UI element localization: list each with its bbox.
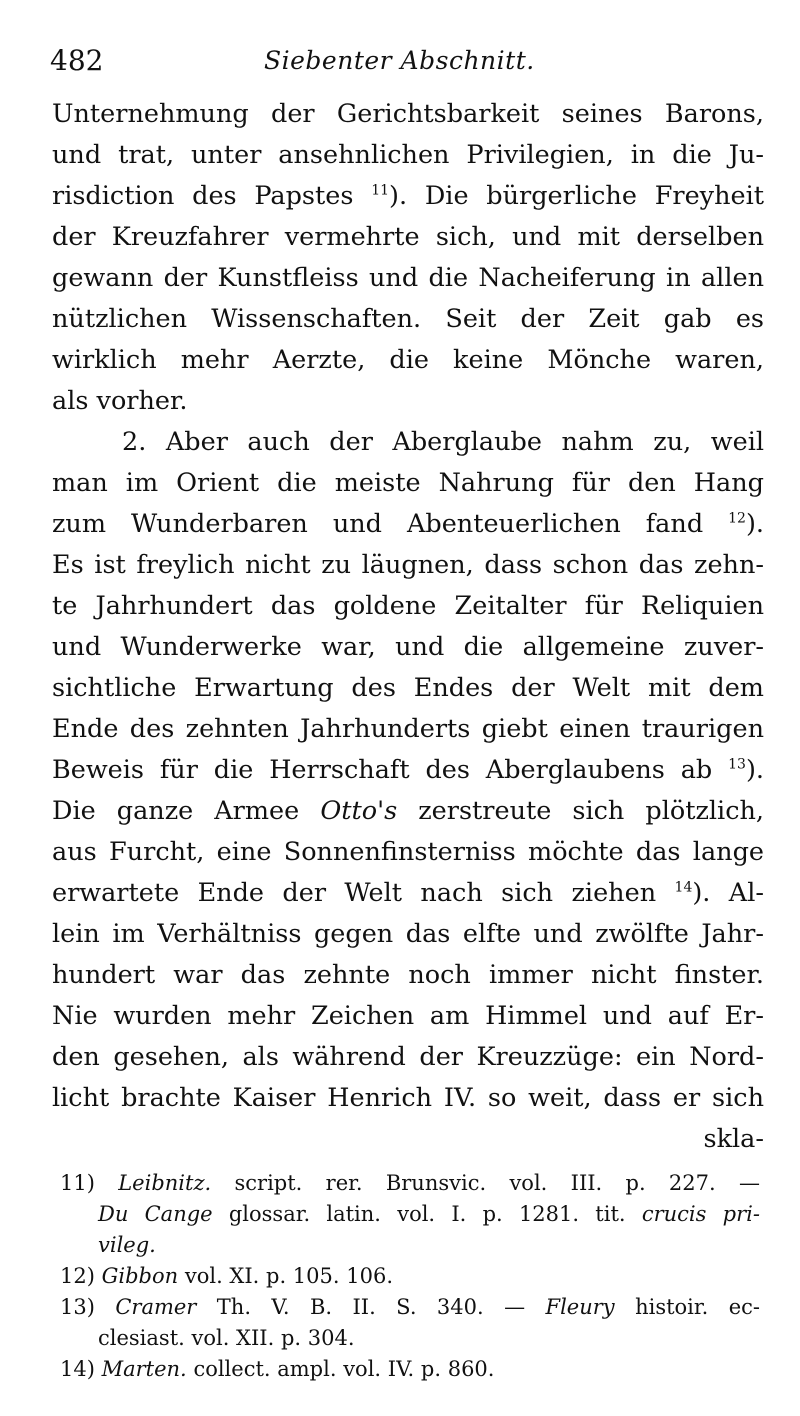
footnote-author: Gibbon [101, 1264, 179, 1288]
footnote-text: clesiast. vol. XII. p. 304. [98, 1326, 355, 1350]
footnote-12 [60, 1261, 760, 1292]
text-line: der Kreuzfahrer vermehrte sich, und mit derselben [52, 222, 764, 252]
text-line: Nie wurden mehr Zeichen am Himmel und auf Er- [52, 1001, 764, 1031]
text-span: ). [745, 509, 764, 539]
footnote-text: histoir. ec- [635, 1295, 760, 1319]
footnote-ref: 13 [728, 756, 746, 773]
footnote-ref: 12 [728, 510, 746, 527]
text-span: ). Die bürgerliche Freyheit [389, 181, 764, 211]
text-line [52, 873, 764, 914]
text-line: Unternehmung der Gerichtsbarkeit seines Barons, [52, 99, 764, 129]
footnote-ref: 14 [674, 879, 693, 896]
text-line: man im Orient die meiste Nahrung für den Hang [52, 468, 764, 498]
text-line: wirklich mehr Aerzte, die keine Mönche waren, [52, 345, 764, 375]
footnotes [60, 1168, 760, 1385]
text-span: zum Wunderbaren und Abenteuerlichen fand [52, 509, 704, 539]
text-line: sichtliche Erwartung des Endes der Welt mit dem [52, 673, 764, 703]
text-line: hundert war das zehnte noch immer nicht finster. [52, 960, 764, 990]
text-line: gewann der Kunstfleiss und die Nacheiferung in allen [52, 263, 764, 293]
text-span: Die ganze Armee [52, 796, 300, 826]
footnote-text: glossar. latin. vol. I. p. 1281. tit. [228, 1202, 626, 1226]
text-line [52, 791, 764, 832]
text-line [52, 504, 764, 545]
footnote-13 [60, 1292, 760, 1323]
footnote-11-cont [60, 1230, 760, 1261]
text-span-italic: Otto's [320, 796, 398, 826]
running-head: Siebenter Abschnitt. [264, 46, 535, 75]
text-line: aus Furcht, eine Sonnenfinsterniss möchte das lange [52, 837, 764, 867]
footnote-author: Leibnitz. [118, 1171, 212, 1195]
footnote-author: Cramer [115, 1295, 197, 1319]
text-line [52, 750, 764, 791]
footnote-label: 12) [60, 1264, 95, 1288]
footnote-author: Fleury [545, 1295, 615, 1319]
text-span: risdiction des Papstes [52, 181, 354, 211]
text-span: erwartete Ende der Welt nach sich ziehen [52, 878, 657, 908]
text-line: licht brachte Kaiser Henrich IV. so weit, dass er sich [52, 1083, 764, 1113]
text-line: als vorher. [52, 386, 188, 416]
footnote-ref: 11 [371, 182, 390, 199]
footnote-14 [60, 1354, 760, 1385]
text-span: Beweis für die Herrschaft des Aberglaubens ab [52, 755, 713, 785]
footnote-label: 11) [60, 1171, 95, 1195]
text-line [52, 176, 764, 217]
text-span: ). Al- [692, 878, 764, 908]
text-line: Es ist freylich nicht zu läugnen, dass schon das zehn- [52, 550, 764, 580]
text-line: den gesehen, als während der Kreuzzüge: ein Nord- [52, 1042, 764, 1072]
footnote-text: collect. ampl. vol. IV. p. 860. [193, 1357, 495, 1381]
footnote-11 [60, 1168, 760, 1199]
catchword: skla- [703, 1124, 764, 1154]
footnote-author: Du Cange [98, 1202, 213, 1226]
text-line: nützlichen Wissenschaften. Seit der Zeit gab es [52, 304, 764, 334]
text-span: ). [745, 755, 764, 785]
text-line: und Wunderwerke war, und die allgemeine zuver- [52, 632, 764, 662]
footnote-13-cont [60, 1323, 760, 1354]
footnote-label: 14) [60, 1357, 95, 1381]
footnote-author: Marten. [101, 1357, 187, 1381]
text-line: lein im Verhältniss gegen das elfte und zwölfte Jahr- [52, 919, 764, 949]
page-number: 482 [50, 44, 104, 77]
text-line: und trat, unter ansehnlichen Privilegien, in die Ju- [52, 140, 764, 170]
footnote-text: script. rer. Brunsvic. vol. III. p. 227. — [234, 1171, 760, 1195]
main-text [52, 94, 764, 1160]
footnote-text: Th. V. B. II. S. 340. — [216, 1295, 526, 1319]
footnote-11-cont [60, 1199, 760, 1230]
footnote-text-italic: vileg. [98, 1233, 156, 1257]
footnote-label: 13) [60, 1295, 95, 1319]
text-line: te Jahrhundert das goldene Zeitalter für Reliquien [52, 591, 764, 621]
footnote-text: vol. XI. p. 105. 106. [184, 1264, 393, 1288]
text-span: zerstreute sich plötzlich, [418, 796, 765, 826]
page-header [42, 40, 762, 80]
footnote-text-italic: crucis pri- [641, 1202, 760, 1226]
text-line: Ende des zehnten Jahrhunderts giebt einen traurigen [52, 714, 764, 744]
text-line: 2. Aber auch der Aberglaube nahm zu, weil [122, 427, 764, 457]
